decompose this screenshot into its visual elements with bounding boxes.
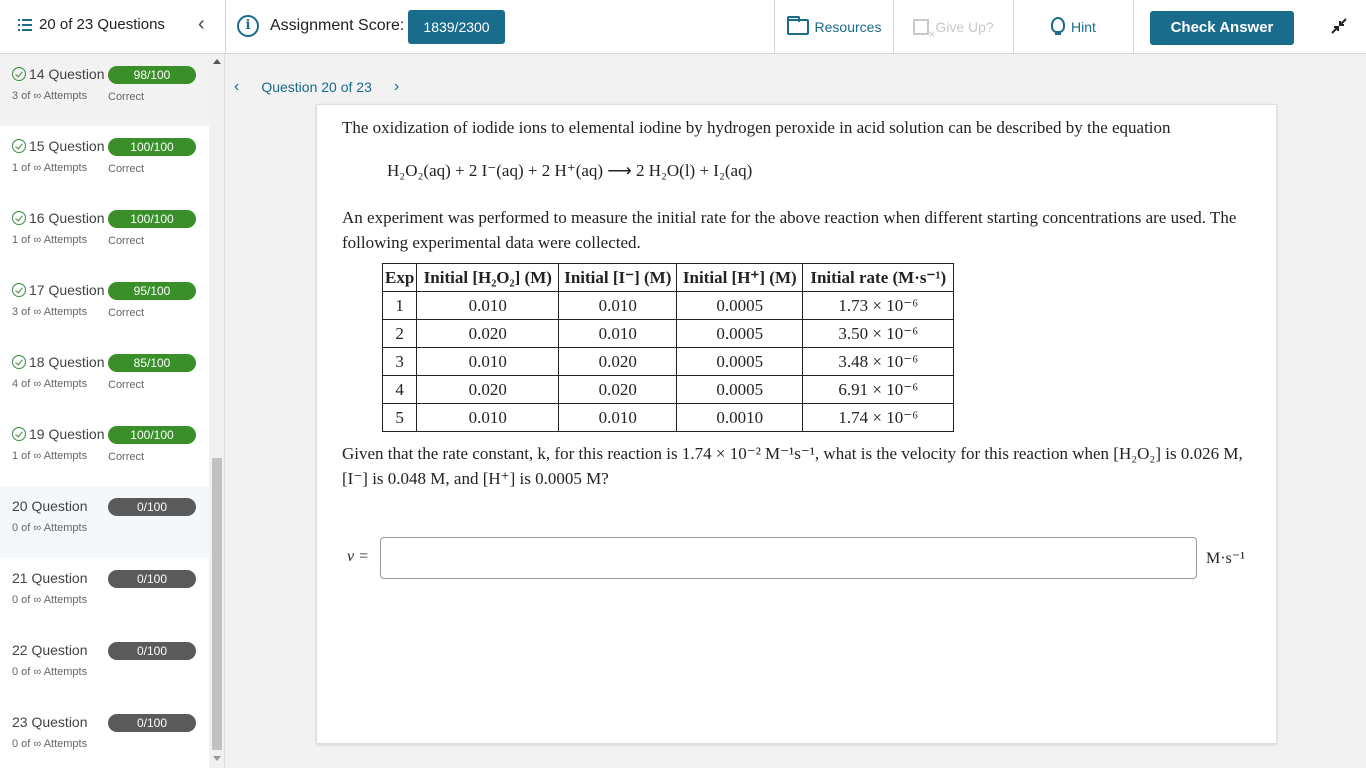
scroll-thumb[interactable]	[212, 458, 222, 750]
question-title: 14 Question	[29, 66, 105, 82]
table-cell: 0.0010	[677, 404, 803, 432]
score-badge: 95/100	[108, 282, 196, 300]
attempts-text: 0 of ∞ Attempts	[12, 666, 88, 678]
table-cell: 6.91 × 10⁻⁶	[803, 376, 954, 404]
table-row	[383, 292, 954, 320]
score-badge: 100/100	[108, 426, 196, 444]
column-header: Initial [I⁻] (M)	[559, 264, 677, 292]
give-up-label: Give Up?	[935, 19, 994, 35]
sidebar-question-15[interactable]	[0, 126, 209, 198]
folder-icon	[787, 19, 809, 35]
attempts-text: 0 of ∞ Attempts	[12, 522, 88, 534]
column-header: Initial rate (M·s⁻¹)	[803, 264, 954, 292]
sidebar-question-17[interactable]	[0, 270, 209, 342]
table-cell: 3.48 × 10⁻⁶	[803, 348, 954, 376]
next-question-icon[interactable]: ›	[393, 78, 400, 95]
sidebar-question-18[interactable]	[0, 342, 209, 414]
question-title: 23 Question	[12, 714, 88, 730]
table-cell: 0.020	[559, 376, 677, 404]
status-text: Correct	[108, 379, 145, 391]
table-cell: 0.020	[417, 376, 559, 404]
table-header-row	[383, 264, 954, 292]
check-circle-icon	[12, 283, 26, 297]
answer-label: v =	[347, 548, 369, 565]
check-circle-icon	[12, 427, 26, 441]
sidebar-question-19[interactable]	[0, 414, 209, 486]
sidebar-question-21[interactable]	[0, 558, 209, 630]
table-cell: 0.010	[559, 404, 677, 432]
score-badge: 0/100	[108, 570, 196, 588]
list-icon	[18, 19, 32, 31]
top-bar	[0, 0, 1366, 54]
question-title: 17 Question	[29, 282, 105, 298]
attempts-text: 0 of ∞ Attempts	[12, 738, 88, 750]
resources-label: Resources	[814, 19, 882, 35]
sidebar-scrollbar[interactable]	[209, 54, 225, 768]
table-cell: 0.020	[417, 320, 559, 348]
attempts-text: 3 of ∞ Attempts	[12, 306, 88, 318]
resources-button[interactable]	[775, 0, 893, 54]
table-row	[383, 376, 954, 404]
minimize-icon[interactable]	[1328, 15, 1350, 37]
question-nav-label: Question 20 of 23	[261, 79, 372, 95]
assignment-score-label: Assignment Score:	[270, 17, 405, 34]
check-circle-icon	[12, 211, 26, 225]
question-title: 16 Question	[29, 210, 105, 226]
check-circle-icon	[12, 139, 26, 153]
table-cell: 4	[383, 376, 417, 404]
question-counter: 20 of 23 Questions	[39, 16, 165, 33]
give-up-button[interactable]	[894, 0, 1013, 54]
hint-label: Hint	[1071, 19, 1096, 35]
table-row	[383, 320, 954, 348]
score-badge: 98/100	[108, 66, 196, 84]
check-circle-icon	[12, 67, 26, 81]
check-answer-button[interactable]: Check Answer	[1150, 11, 1294, 45]
velocity-answer-input[interactable]	[380, 537, 1197, 579]
table-cell: 0.0005	[677, 292, 803, 320]
divider	[1133, 0, 1134, 54]
status-text: Correct	[108, 163, 145, 175]
table-cell: 0.020	[559, 348, 677, 376]
score-badge: 0/100	[108, 714, 196, 732]
hint-button[interactable]	[1014, 0, 1133, 54]
experiment-description: An experiment was performed to measure the initial rate for the above reaction when different starting concentrations are used. The following experimental data were collected.	[342, 208, 1237, 252]
question-title: 22 Question	[12, 642, 88, 658]
score-badge: 100/100	[108, 138, 196, 156]
question-intro: The oxidization of iodide ions to elemental iodine by hydrogen peroxide in acid solution can be described by the equation	[342, 118, 1171, 137]
table-cell: 0.0005	[677, 348, 803, 376]
score-badge: 0/100	[108, 498, 196, 516]
attempts-text: 3 of ∞ Attempts	[12, 90, 88, 102]
sidebar-question-20[interactable]	[0, 486, 209, 558]
score-badge: 85/100	[108, 354, 196, 372]
sidebar-question-16[interactable]	[0, 198, 209, 270]
table-cell: 1	[383, 292, 417, 320]
table-cell: 2	[383, 320, 417, 348]
reaction-equation: H₂O₂(aq) + 2 I⁻(aq) + 2 H⁺(aq) ⟶ 2 H₂O(l) + I₂(aq)	[387, 161, 753, 180]
table-cell: 0.0005	[677, 376, 803, 404]
table-cell: 0.010	[417, 292, 559, 320]
attempts-text: 4 of ∞ Attempts	[12, 378, 88, 390]
table-cell: 0.010	[417, 404, 559, 432]
column-header: Initial [H⁺] (M)	[677, 264, 803, 292]
question-title: 18 Question	[29, 354, 105, 370]
sidebar-question-23[interactable]	[0, 702, 209, 768]
answer-unit: M·s⁻¹	[1206, 550, 1246, 567]
experiment-data-table	[382, 263, 954, 432]
column-header: Initial [H₂O₂] (M)	[417, 264, 559, 292]
table-cell: 0.010	[559, 320, 677, 348]
question-navigation	[234, 78, 399, 96]
lightbulb-icon	[1051, 17, 1065, 37]
attempts-text: 1 of ∞ Attempts	[12, 162, 88, 174]
sidebar-question-22[interactable]	[0, 630, 209, 702]
table-cell: 3.50 × 10⁻⁶	[803, 320, 954, 348]
question-title: 21 Question	[12, 570, 88, 586]
question-list-toggle[interactable]	[18, 16, 165, 33]
score-badge: 0/100	[108, 642, 196, 660]
attempts-text: 1 of ∞ Attempts	[12, 450, 88, 462]
table-cell: 3	[383, 348, 417, 376]
question-title: 15 Question	[29, 138, 105, 154]
status-text: Correct	[108, 451, 145, 463]
score-badge: 100/100	[108, 210, 196, 228]
check-circle-icon	[12, 355, 26, 369]
table-cell: 0.010	[417, 348, 559, 376]
table-row	[383, 348, 954, 376]
attempts-text: 0 of ∞ Attempts	[12, 594, 88, 606]
sidebar-question-14[interactable]	[0, 54, 209, 126]
status-text: Correct	[108, 235, 145, 247]
question-prompt: Given that the rate constant, k, for this reaction is 1.74 × 10⁻² M⁻¹s⁻¹, what is the velocity for this reaction when [H₂O₂] is 0.026 M, [I⁻] is 0.048 M, and [H⁺] is 0.0005 M?	[342, 444, 1243, 488]
question-title: 19 Question	[29, 426, 105, 442]
info-icon[interactable]: i	[237, 15, 259, 37]
scroll-down-arrow-icon[interactable]	[213, 756, 221, 761]
table-cell: 1.73 × 10⁻⁶	[803, 292, 954, 320]
question-title: 20 Question	[12, 498, 88, 514]
collapse-sidebar-icon[interactable]: ‹	[198, 13, 205, 35]
question-sidebar	[0, 54, 209, 768]
give-up-icon	[913, 19, 929, 35]
table-cell: 0.0005	[677, 320, 803, 348]
column-header: Exp	[383, 264, 417, 292]
table-row	[383, 404, 954, 432]
table-cell: 1.74 × 10⁻⁶	[803, 404, 954, 432]
table-cell: 0.010	[559, 292, 677, 320]
question-card	[316, 104, 1277, 744]
assignment-score-value: 1839/2300	[408, 10, 505, 44]
table-cell: 5	[383, 404, 417, 432]
divider	[225, 0, 226, 54]
status-text: Correct	[108, 307, 145, 319]
status-text: Correct	[108, 91, 145, 103]
scroll-up-arrow-icon[interactable]	[213, 59, 221, 64]
attempts-text: 1 of ∞ Attempts	[12, 234, 88, 246]
previous-question-icon[interactable]: ‹	[234, 78, 240, 95]
